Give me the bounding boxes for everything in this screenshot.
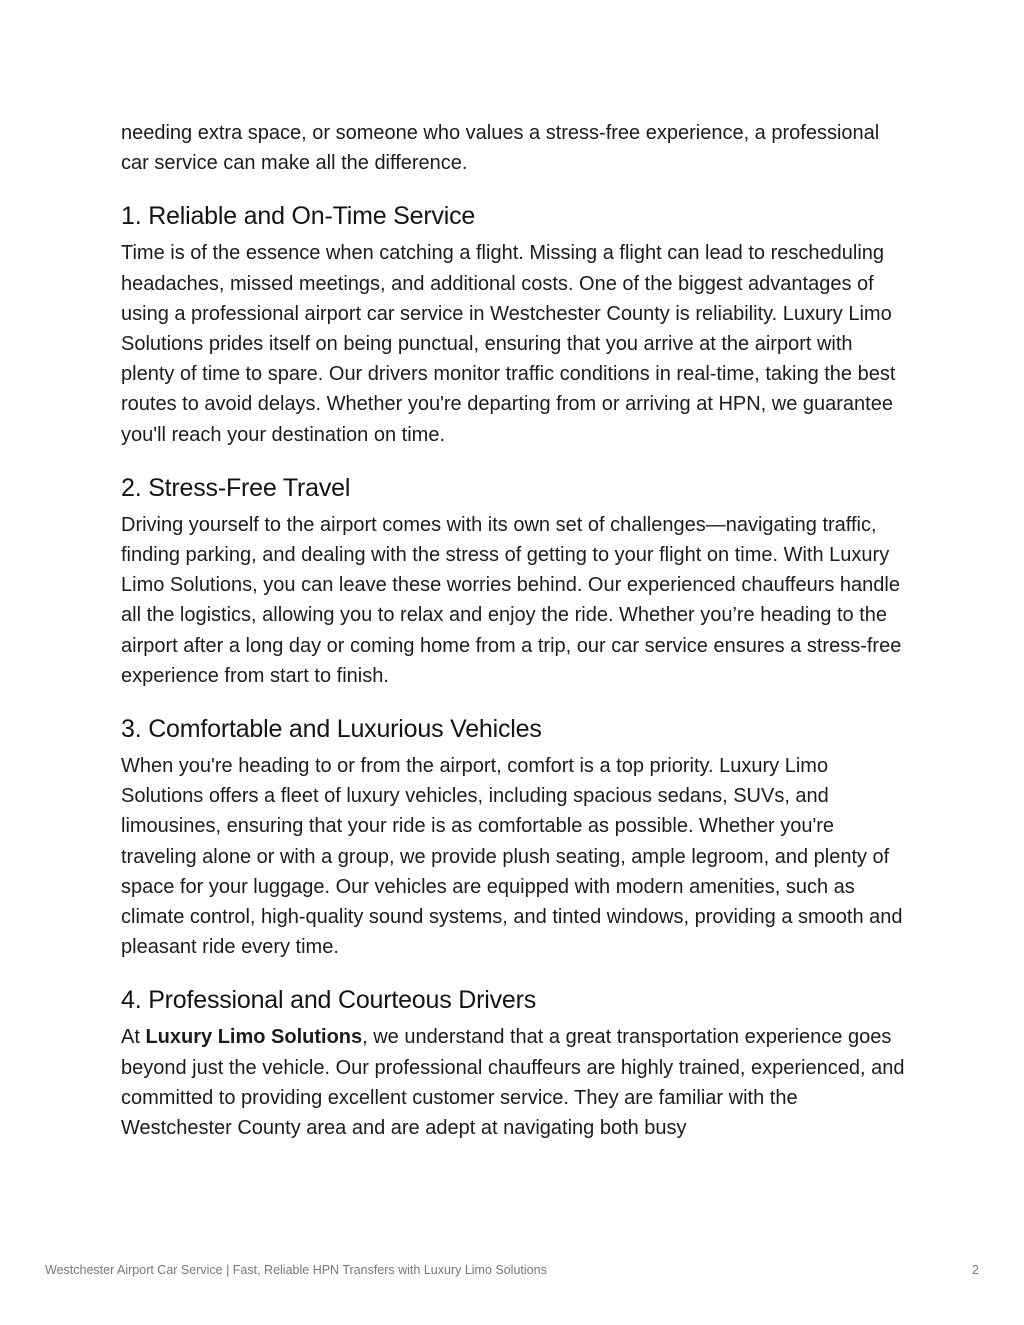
document-body <box>121 118 911 1143</box>
company-name-bold: Luxury Limo Solutions <box>145 1026 363 1049</box>
section-heading-stress-free-travel: 2. Stress-Free Travel <box>121 473 351 502</box>
section-heading-professional-drivers: 4. Professional and Courteous Drivers <box>121 986 537 1015</box>
section-paragraph-stress-free-travel: Driving yourself to the airport comes with its own set of challenges—navigating traffic, finding parking, and dealing with the stress of getting to your flight on time. With Luxury Limo Solutions, you can leave these worries behind. Our experienced chauffeurs handle all the logistics, allowing you to relax and enjoy the ride. Whether you’re heading to the airport after a long day or coming home from a trip, our car service ensures a stress-free experience from start to finish. <box>121 513 902 687</box>
paragraph-prefix: At <box>121 1026 146 1049</box>
paragraph-text: , we understand that a great transportation experience goes beyond just the vehicle. Our professional chauffeurs are highly trained, experienced, and committed to providing excellent customer service. They are familiar with the Westchester County area and are adept at navigating both busy <box>121 1026 905 1140</box>
page-number: 2 <box>972 1263 979 1277</box>
footer-document-title: Westchester Airport Car Service | Fast, Reliable HPN Transfers with Luxury Limo Solutions <box>45 1263 547 1277</box>
intro-paragraph: needing extra space, or someone who values a stress-free experience, a professional car service can make all the difference. <box>121 122 880 175</box>
section-paragraph-professional-drivers <box>121 1022 911 1143</box>
section-paragraph-luxurious-vehicles: When you're heading to or from the airport, comfort is a top priority. Luxury Limo Solutions offers a fleet of luxury vehicles, including spacious sedans, SUVs, and limousines, ensuring that your ride is as comfortable as possible. Whether you're traveling alone or with a group, we provide plush seating, ample legroom, and plenty of space for your luggage. Our vehicles are equipped with modern amenities, such as climate control, high-quality sound systems, and tinted windows, providing a smooth and pleasant ride every time. <box>121 755 903 959</box>
section-heading-reliable-service: 1. Reliable and On-Time Service <box>121 202 476 231</box>
page-footer <box>45 1263 979 1281</box>
section-heading-luxurious-vehicles: 3. Comfortable and Luxurious Vehicles <box>121 715 542 744</box>
section-paragraph-reliable-service: Time is of the essence when catching a flight. Missing a flight can lead to rescheduling headaches, missed meetings, and additional costs. One of the biggest advantages of using a professional airport car service in Westchester County is reliability. Luxury Limo Solutions prides itself on being punctual, ensuring that you arrive at the airport with plenty of time to spare. Our drivers monitor traffic conditions in real-time, taking the best routes to avoid delays. Whether you're departing from or arriving at HPN, we guarantee you'll reach your destination on time. <box>121 242 896 446</box>
